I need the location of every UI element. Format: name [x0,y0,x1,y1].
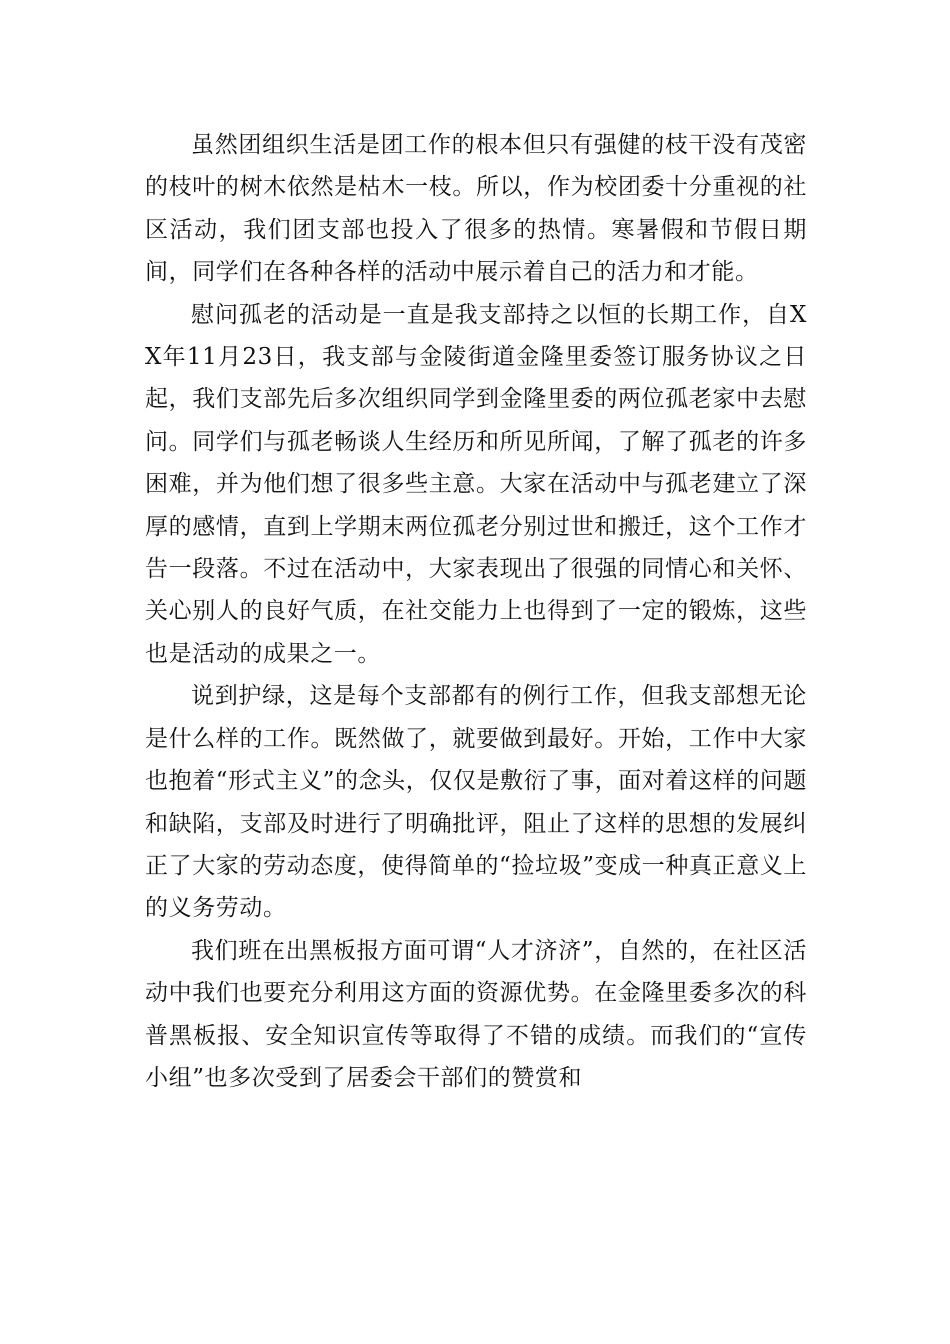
paragraph-community-activities: 虽然团组织生活是团工作的根本但只有强健的枝干没有茂密的枝叶的树木依然是枯木一枝。所以，作为校团委十分重视的社区活动，我们团支部也投入了很多的热情。寒暑假和节假日期间，同学们在各种各样的活动中展示着自己的活力和才能。 [145,132,807,286]
paragraph-blackboard-newspaper: 我们班在出黑板报方面可谓“人才济济”，自然的，在社区活动中我们也要充分利用这方面的资源优势。在金隆里委多次的科普黑板报、安全知识宣传等取得了不错的成绩。而我们的“宣传小组”也多次受到了居委会干部们的赞赏和 [145,937,807,1091]
document-body [145,124,807,1099]
paragraph-elderly-visits: 慰问孤老的活动是一直是我支部持之以恒的长期工作，自XX年11月23日，我支部与金陵街道金隆里委签订服务协议之日起，我们支部先后多次组织同学到金隆里委的两位孤老家中去慰问。同学们与孤老畅谈人生经历和所见所闻，了解了孤老的许多困难，并为他们想了很多些主意。大家在活动中与孤老建立了深厚的感情，直到上学期末两位孤老分别过世和搬迁，这个工作才告一段落。不过在活动中，大家表现出了很强的同情心和关怀、关心别人的良好气质，在社交能力上也得到了一定的锻炼，这些也是活动的成果之一。 [145,301,807,667]
paragraph-greening-work: 说到护绿，这是每个支部都有的例行工作，但我支部想无论是什么样的工作。既然做了，就要做到最好。开始，工作中大家也抱着“形式主义”的念头，仅仅是敷衍了事，面对着这样的问题和缺陷，支部及时进行了明确批评，阻止了这样的思想的发展纠正了大家的劳动态度，使得简单的“捡垃圾”变成一种真正意义上的义务劳动。 [145,683,807,922]
